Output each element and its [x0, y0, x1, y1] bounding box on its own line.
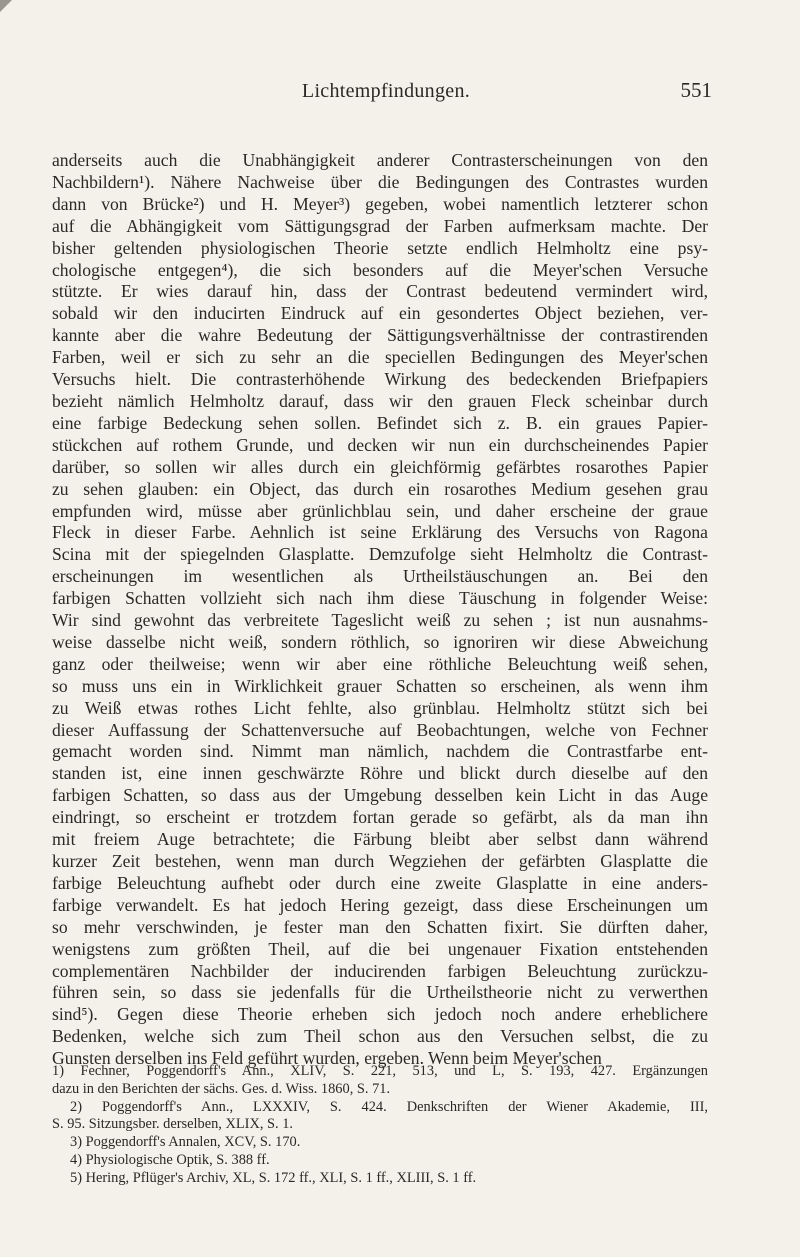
footnotes — [52, 1063, 708, 1188]
text-line: complementären Nachbilder der inducirenden farbigen Beleuchtung zurückzu- — [52, 960, 708, 981]
body-text — [52, 150, 708, 1070]
text-line: dieser Auffassung der Schattenversuche auf Beobachtungen, welche von Fechner — [52, 719, 708, 740]
text-line: farbigen Schatten vollzieht sich nach ihm diese Täuschung in folgender Weise: — [52, 588, 708, 609]
text-line: empfunden wird, müsse aber grünlichblau sein, und daher erscheine der graue — [52, 500, 708, 521]
text-line: kurzer Zeit bestehen, wenn man durch Wegziehen der gefärbten Glasplatte die — [52, 851, 708, 871]
text-line: farbigen Schatten, so dass aus der Umgebung desselben kein Licht in das Auge — [52, 785, 708, 806]
text-line: Bedenken, welche sich zum Theil schon aus den Versuchen selbst, die zu — [52, 1026, 708, 1047]
text-line: dann von Brücke²) und H. Meyer³) gegeben, wobei namentlich letzterer schon — [52, 193, 708, 214]
footnote-line: dazu in den Berichten der sächs. Ges. d. Wiss. 1860, S. 71. — [52, 1080, 391, 1097]
page-corner-mark — [0, 0, 12, 12]
text-line: auf die Abhängigkeit vom Sättigungsgrad der Farben aufmerksam machte. Der — [52, 215, 708, 236]
footnote-line: 3) Poggendorff's Annalen, XCV, S. 170. — [70, 1134, 301, 1151]
text-line: zu sehen glauben: ein Object, das durch ein rosarothes Medium gesehen grau — [52, 478, 708, 499]
text-line: standen ist, eine innen geschwärzte Röhre und blickt durch dieselbe auf den — [52, 763, 708, 784]
text-line: weise dasselbe nicht weiß, sondern röthlich, so ignoriren wir diese Abweichung — [52, 631, 708, 652]
text-line: mit freiem Auge betrachtete; die Färbung bleibt aber selbst dann während — [52, 829, 708, 850]
text-line: stützte. Er wies darauf hin, dass der Contrast bedeutend vermindert wird, — [52, 281, 708, 302]
text-line: farbige Beleuchtung aufhebt oder durch eine zweite Glasplatte in eine anders- — [52, 872, 708, 893]
text-line: eine farbige Bedeckung sehen sollen. Befindet sich z. B. ein graues Papier- — [52, 412, 708, 433]
text-line: Fleck in dieser Farbe. Aehnlich ist seine Erklärung des Versuchs von Ragona — [52, 522, 708, 543]
text-line: Versuchs hielt. Die contrasterhöhende Wirkung des bedeckenden Briefpapiers — [52, 369, 708, 390]
text-line: ganz oder theilweise; wenn wir aber eine röthliche Beleuchtung weiß sehen, — [52, 653, 708, 674]
text-line: eindringt, so erscheint er trotzdem fortan gerade so gefärbt, als da man ihn — [52, 807, 708, 828]
text-line: Farben, weil er sich zu sehr an die speciellen Bedingungen des Meyer'schen — [52, 347, 708, 368]
text-line: Gunsten derselben ins Feld geführt wurden, ergeben. Wenn beim Meyer'schen — [52, 1048, 602, 1069]
text-line: anderseits auch die Unabhängigkeit anderer Contrasterscheinungen von den — [52, 150, 708, 170]
text-line: gemacht worden sind. Nimmt man nämlich, nachdem die Contrastfarbe ent- — [52, 741, 708, 762]
text-line: bisher geltenden physiologischen Theorie setzte endlich Helmholtz eine psy- — [52, 237, 708, 258]
text-line: so mehr verschwinden, je fester man den Schatten fixirt. Sie dürften daher, — [52, 916, 708, 937]
text-line: kannte aber die wahre Bedeutung der Sättigungsverhältnisse der contrastirenden — [52, 325, 708, 346]
text-line: wenigstens zum größten Theil, auf die bei ungenauer Fixation entstehenden — [52, 938, 708, 959]
text-line: führen sein, so dass sie jedenfalls für die Urtheilstheorie nicht zu verwerthen — [52, 982, 708, 1003]
page-header — [60, 78, 712, 108]
text-line: Scina mit der spiegelnden Glasplatte. Demzufolge sieht Helmholtz die Contrast- — [52, 544, 708, 565]
text-line: so muss uns ein in Wirklichkeit grauer Schatten so erscheinen, als wenn ihm — [52, 675, 708, 696]
footnote-line: 1) Fechner, Poggendorff's Ann., XLIV, S. 221, 513, und L, S. 193, 427. Ergänzungen — [52, 1063, 708, 1079]
text-line: Nachbildern¹). Nähere Nachweise über die Bedingungen des Contrastes wurden — [52, 171, 708, 192]
running-head: Lichtempfindungen. — [301, 80, 471, 102]
text-line: zu Weiß etwas rothes Licht fehlte, also grünblau. Helmholtz stützt sich bei — [52, 697, 708, 718]
text-line: sobald wir den inducirten Eindruck auf ein gesondertes Object beziehen, ver- — [52, 303, 708, 324]
page-number: 551 — [680, 78, 712, 102]
text-line: farbige verwandelt. Es hat jedoch Hering gezeigt, dass diese Erscheinungen um — [52, 894, 708, 915]
footnote-line: 2) Poggendorff's Ann., LXXXIV, S. 424. Denkschriften der Wiener Akademie, III, — [70, 1098, 708, 1115]
text-line: Wir sind gewohnt das verbreitete Tageslicht weiß zu sehen ; ist nun ausnahms- — [52, 610, 708, 631]
text-line: chologische entgegen⁴), die sich besonders auf die Meyer'schen Versuche — [52, 259, 708, 280]
footnote-line: S. 95. Sitzungsber. derselben, XLIX, S. 1. — [52, 1116, 294, 1133]
text-line: sind⁵). Gegen diese Theorie erheben sich jedoch noch andere erheblichere — [52, 1004, 708, 1025]
text-line: stückchen auf rothem Grunde, und decken wir nun ein durchscheinendes Papier — [52, 434, 708, 455]
footnote-line: 4) Physiologische Optik, S. 388 ff. — [70, 1151, 270, 1168]
text-line: darüber, so sollen wir alles durch ein gleichförmig gefärbtes rosarothes Papier — [52, 456, 708, 477]
footnote-line: 5) Hering, Pflüger's Archiv, XL, S. 172 ff., XLI, S. 1 ff., XLIII, S. 1 ff. — [70, 1169, 477, 1186]
text-line: bezieht nämlich Helmholtz darauf, dass wir den grauen Fleck scheinbar durch — [52, 390, 708, 411]
text-line: erscheinungen im wesentlichen als Urtheilstäuschungen an. Bei den — [52, 566, 708, 587]
